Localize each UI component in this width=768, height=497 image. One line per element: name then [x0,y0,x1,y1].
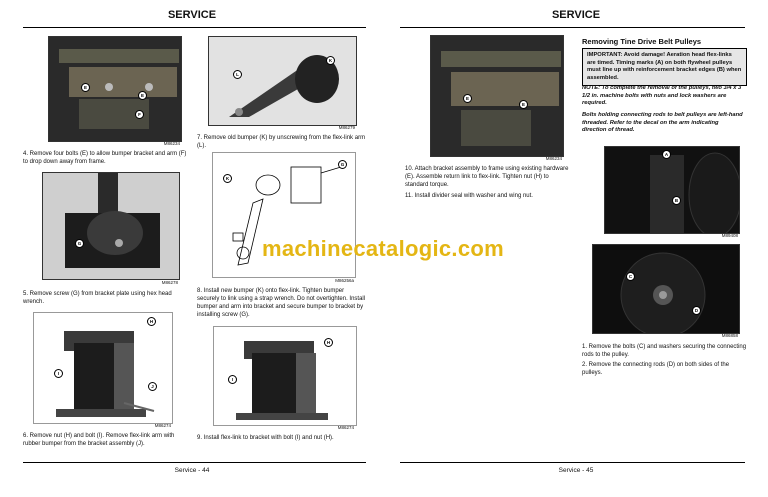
note-machine-bolts: NOTE: To complete the removal of the pulleys, two 3/4 x 3 1/2 in. machine bolts with nuts and lock washers are required. [582,85,742,106]
caption-step-9: 9. Install flex-link to bracket with bolt (I) and nut (H). [197,435,334,441]
callout-c: C [626,272,635,281]
left-footer-rule [23,462,366,463]
photo-flexlink-arm [208,36,357,126]
caption-step-4: 4. Remove four bolts (E) to allow bumper bracket and arm (F) to drop down away from frame. [23,151,187,165]
callout-e-2: E [519,100,528,109]
right-page-header: SERVICE [551,9,601,21]
pulley-bolts-illustration [593,245,739,333]
bracket-plate-illustration [43,173,179,279]
callout-k: K [326,56,335,65]
callout-h: H [147,317,156,326]
figure-label: M86234 [163,141,180,146]
figure-label: M89408 [721,233,738,238]
photo-bracket-assembly [33,312,173,424]
note-left-hand-thread: Bolts holding connecting rods to belt pulleys are left-hand threaded. Refer to the decal on the arm indicating direction of thread. [582,112,743,133]
figure-label: M86274 [154,423,171,428]
caption-step-6: 6. Remove nut (H) and bolt (I). Remove flex-link arm with rubber bumper from the bracket assembly (J). [23,433,175,447]
caption-step-5: 5. Remove screw (G) from bracket plate using hex head wrench. [23,291,172,305]
left-header-rule [23,27,366,28]
flexlink-arm-illustration [209,37,356,125]
right-footer-rule [400,462,745,463]
callout-j: J [148,382,157,391]
caption-step-10: 10. Attach bracket assembly to frame using existing hardware (E). Assemble return link to flex-link. Tighten nut (H) to standard torque. [405,166,569,188]
photo-frame-bolts [48,36,182,142]
callout-g: G [75,239,84,248]
callout-f: F [135,110,144,119]
callout-l: L [233,70,242,79]
figure-label: M86234 [545,156,562,161]
figure-label: M86279 [338,125,355,130]
right-page-footer: Service - 45 [558,467,594,474]
bracket-to-frame-illustration [431,36,563,156]
callout-h: H [324,338,333,347]
left-page-header: SERVICE [167,9,217,21]
callout-a: A [662,150,671,159]
figure-label: M86256a [335,278,354,283]
callout-k: K [223,174,232,183]
caption-step-7: 7. Remove old bumper (K) by unscrewing from the flex-link arm (L). [197,135,366,149]
callout-i: I [228,375,237,384]
photo-bracket-plate [42,172,180,280]
callout-e: E [463,94,472,103]
figure-label: M86858 [721,333,738,338]
bracket-assembly-illustration [34,313,172,423]
photo-timing-marks [604,146,740,234]
photo-flexlink-bracket [213,326,357,426]
caption-step-11: 11. Install divider seal with washer and wing nut. [405,193,533,199]
left-page-footer: Service - 44 [174,467,210,474]
callout-e-2: E [138,91,147,100]
right-header-rule [400,27,745,28]
callout-b: B [672,196,681,205]
photo-pulley-bolts [592,244,740,334]
callout-g: G [338,160,347,169]
important-notice: IMPORTANT: Avoid damage! Aeration head flex-links are timed. Timing marks (A) on both flywheel pulleys must line up with reinforcement bracket edges (B) when assembled. [582,48,747,86]
callout-e: E [81,83,90,92]
caption-pulley-step-2: 2. Remove the connecting rods (D) on both sides of the pulleys. [582,362,730,376]
watermark: machinecatalogic.com [262,236,504,261]
photo-bracket-to-frame [430,35,564,157]
timing-marks-illustration [605,147,739,233]
frame-bolts-illustration [49,37,181,141]
callout-d: D [692,306,701,315]
caption-pulley-step-1: 1. Remove the bolts (C) and washers securing the connecting rods to the pulley. [582,344,747,358]
callout-i: I [54,369,63,378]
figure-label: M86278 [161,280,178,285]
section-title: Removing Tine Drive Belt Pulleys [582,37,702,46]
caption-step-8: 8. Install new bumper (K) onto flex-link. Tighten bumper securely to link using a strap wrench. Do not overtighten. Install bumper and arm into bracket and secure bumper to bracket by installing screw (G). [197,288,366,318]
figure-label: M86274 [337,425,354,430]
